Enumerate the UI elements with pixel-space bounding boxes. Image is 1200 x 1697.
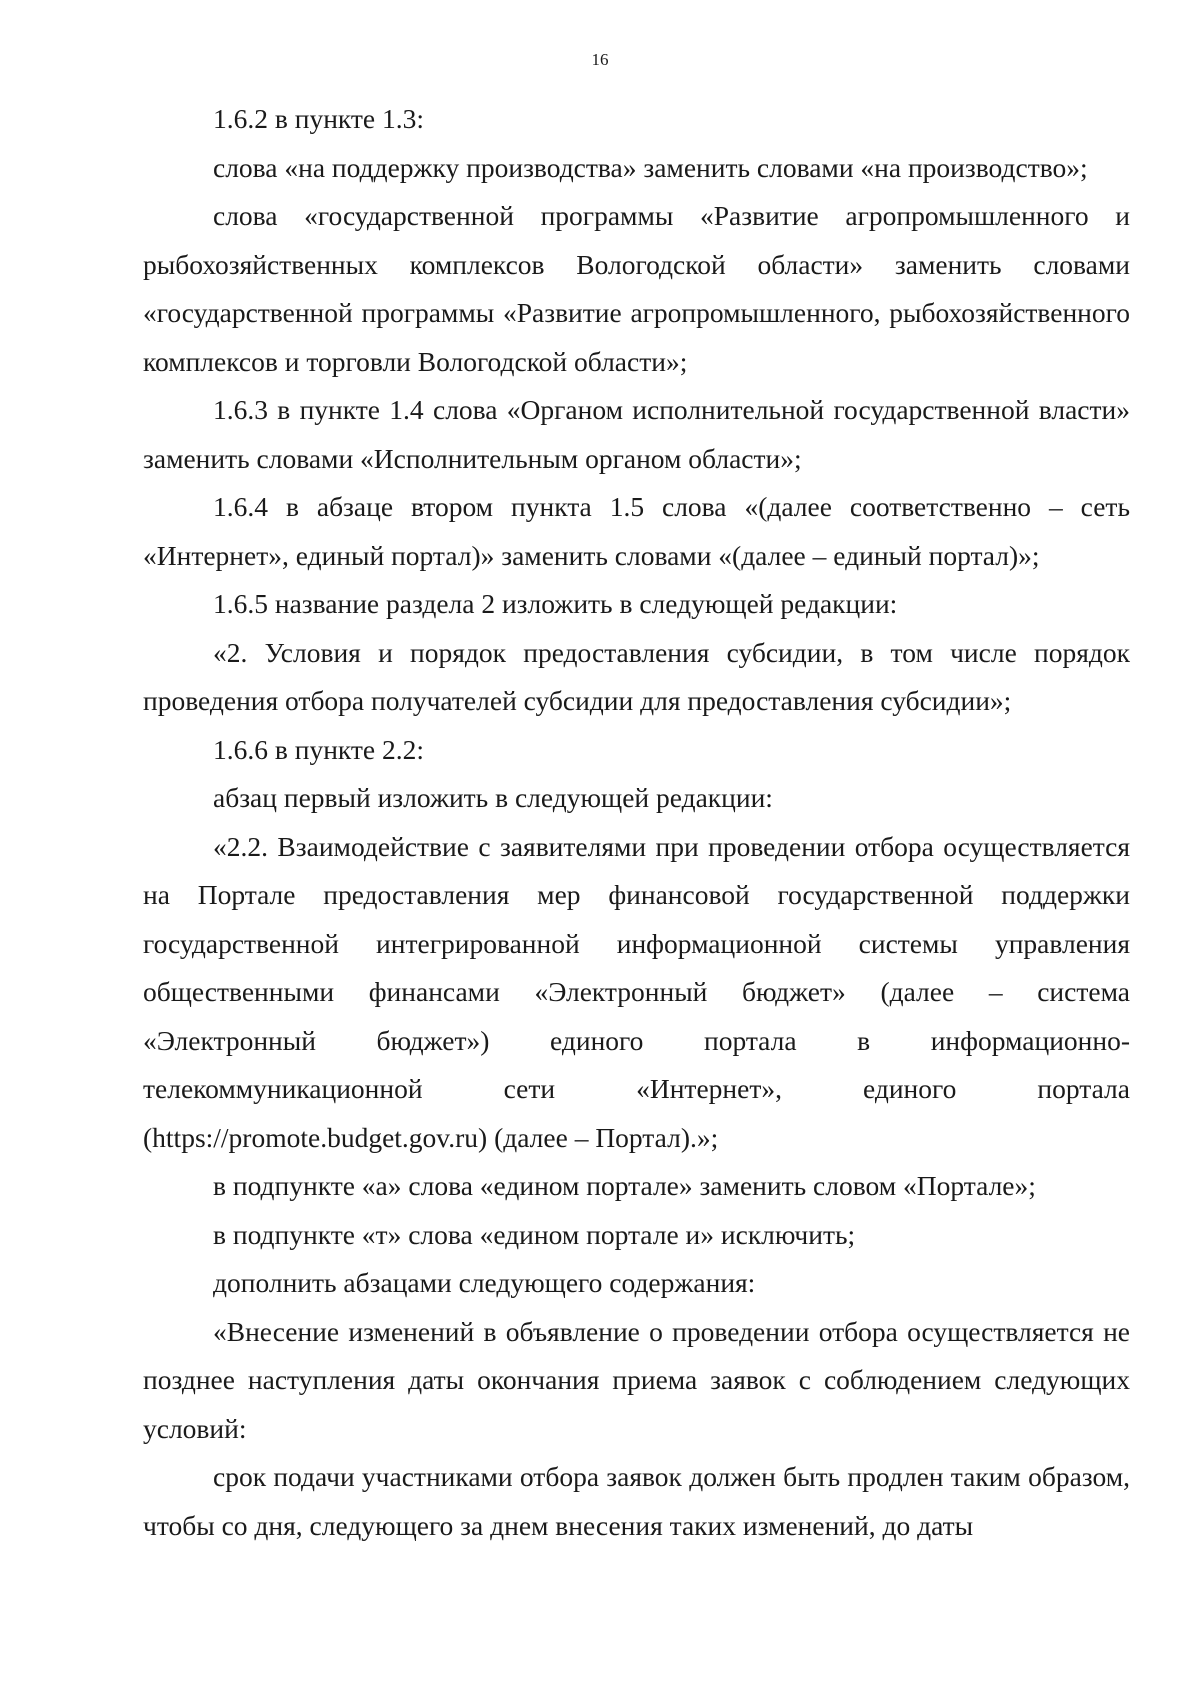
- paragraph: в подпункте «а» слова «едином портале» заменить словом «Портале»;: [213, 1170, 1036, 1201]
- page-number: 16: [591, 50, 609, 69]
- paragraph: «Внесение изменений в объявление о проведении отбора осуществляется не позднее наступления даты окончания приема заявок с соблюдением следующих условий:: [143, 1315, 1130, 1444]
- paragraph: слова «государственной программы «Развитие агропромышленного и рыбохозяйственных комплексов Вологодской области» заменить словами «государственной программы «Развитие агропромышленного, рыбохозяйственного комплексов и торговли Вологодской области»;: [143, 200, 1130, 377]
- document-body: [143, 95, 1130, 1550]
- paragraph: в подпункте «т» слова «едином портале и» исключить;: [213, 1218, 856, 1250]
- paragraph: 1.6.2 в пункте 1.3:: [213, 103, 425, 134]
- paragraph: 1.6.3 в пункте 1.4 слова «Органом исполнительной государственной власти» заменить словами «Исполнительным органом области»;: [143, 394, 1130, 474]
- paragraph: 1.6.6 в пункте 2.2:: [213, 733, 425, 765]
- paragraph: слова «на поддержку производства» заменить словами «на производство»;: [213, 151, 1088, 183]
- paragraph: 1.6.5 название раздела 2 изложить в следующей редакции:: [213, 588, 898, 619]
- paragraph: «2. Условия и порядок предоставления субсидии, в том числе порядок проведения отбора получателей субсидии для предоставления субсидии»;: [143, 636, 1130, 716]
- paragraph: 1.6.4 в абзаце втором пункта 1.5 слова «(далее соответственно – сеть «Интернет», единый портал)» заменить словами «(далее – единый портал)»;: [143, 491, 1130, 571]
- paragraph: абзац первый изложить в следующей редакции:: [213, 782, 773, 813]
- paragraph: срок подачи участниками отбора заявок должен быть продлен таким образом, чтобы со дня, следующего за днем внесения таких изменений, до даты: [143, 1461, 1130, 1541]
- paragraph: «2.2. Взаимодействие с заявителями при проведении отбора осуществляется на Портале предоставления мер финансовой государственной поддержки государственной интегрированной информационной системы управления общественными финансами «Электронный бюджет» (далее – система «Электронный бюджет») единого портала в информационно-телекоммуникационной сети «Интернет», единого портала (https://promote.budget.gov.ru) (далее – Портал).»;: [143, 830, 1130, 1153]
- paragraph: дополнить абзацами следующего содержания:: [213, 1267, 756, 1298]
